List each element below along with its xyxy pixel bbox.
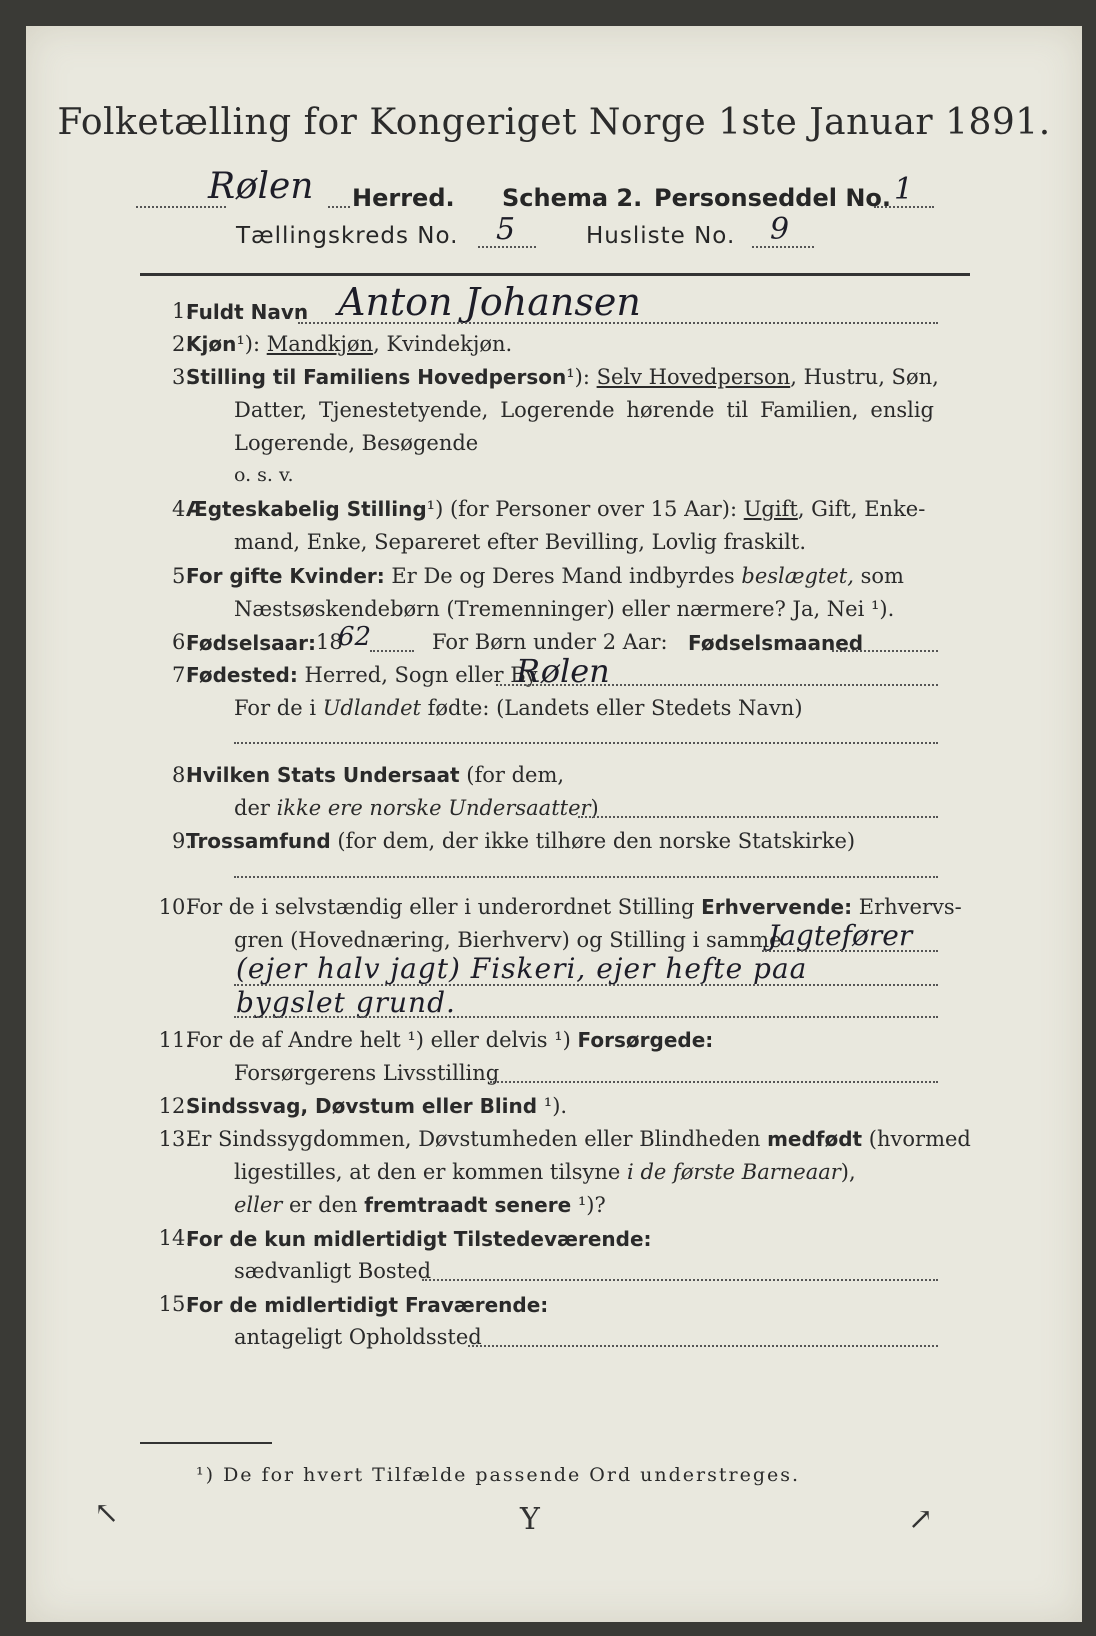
q3-line2: Datter, Tjenestetyende, Logerende hørende til Familien, enslig: [234, 398, 934, 422]
q10-value-line1: Jagtefører: [768, 919, 913, 952]
q3-sup: ¹):: [566, 365, 590, 389]
q13-line1: [186, 1127, 971, 1151]
q8-number: 8.: [171, 763, 192, 787]
q9-number: 9.: [171, 829, 192, 853]
q5-line1-end: som: [853, 564, 904, 588]
q10-dots-3: [234, 1016, 938, 1018]
q10-label: Erhvervende:: [701, 895, 853, 919]
q13-line3-a: er den: [282, 1193, 365, 1217]
q15-line2: antageligt Opholdssted: [234, 1325, 482, 1349]
q10-line1-b: Erhvervs-: [852, 895, 962, 919]
q10-value-line3: bygslet grund.: [236, 986, 456, 1019]
q5-line1-text: Er De og Deres Mand indbyrdes: [384, 564, 742, 588]
q7-line2-b: fødte: (Landets eller Stedets Navn): [420, 696, 803, 720]
footnote: ¹) De for hvert Tilfælde passende Ord understreges.: [196, 1464, 801, 1486]
q6-label: Fødselsaar:: [186, 631, 316, 655]
q5-line1-italic: beslægtet,: [741, 564, 854, 588]
census-form-sheet: [26, 26, 1082, 1622]
q4-line1: [186, 497, 925, 521]
q9-label: Trossamfund: [186, 829, 331, 853]
q7-birthplace-value: Rølen: [516, 652, 610, 690]
q14-label: For de kun midlertidigt Tilstedeværende:: [186, 1227, 652, 1251]
q8-line1: [186, 763, 564, 787]
q10-number: 10.: [158, 895, 192, 919]
q3-line4: o. s. v.: [234, 464, 294, 486]
husliste-label: Husliste No.: [586, 223, 736, 249]
q2-other-option: , Kvindekjøn.: [373, 332, 513, 356]
q6-label2: Fødselsmaaned: [688, 631, 864, 655]
q9-line: [186, 829, 855, 853]
q5-line1: [186, 564, 904, 588]
q12-sup: ¹).: [537, 1094, 568, 1118]
q4-paren: (for Personer over 15 Aar):: [443, 497, 744, 521]
q4-sup: ¹): [426, 497, 444, 521]
q7-dots: [496, 684, 938, 686]
q2-selected-option: Mandkjøn: [266, 332, 374, 356]
q13-line3-italic: eller: [234, 1193, 283, 1217]
q13-line2-a: ligestilles, at den er kommen tilsyne: [234, 1160, 628, 1184]
q3-line3: Logerende, Besøgende: [234, 431, 479, 455]
schema-label: Schema 2.: [502, 184, 643, 212]
q3-selected-option: Selv Hovedperson: [596, 365, 791, 389]
herred-value: Rølen: [208, 166, 314, 207]
q4-label: Ægteskabelig Stilling: [186, 497, 427, 521]
q7-label: Fødested:: [186, 663, 298, 687]
q3-line1-rest: , Hustru, Søn,: [790, 365, 939, 389]
q10-line1: [186, 895, 962, 919]
q14-dots: [422, 1279, 938, 1281]
q12-label: Sindssvag, Døvstum eller Blind: [186, 1094, 538, 1118]
q13-line1-b: (hvormed: [862, 1127, 971, 1151]
q13-number: 13.: [158, 1127, 192, 1151]
right-binding-mark: ↗: [908, 1502, 934, 1537]
q8-label-a: Hvilken Stats: [186, 763, 343, 787]
q7-options: Herred, Sogn eller By: [297, 663, 538, 687]
q8-line2-a: der: [234, 796, 277, 820]
q13-line2-b: ),: [840, 1160, 856, 1184]
q1-number: 1.: [171, 299, 192, 323]
q13-line3: [234, 1193, 606, 1217]
q4-line1-rest: , Gift, Enke-: [797, 497, 926, 521]
q13-line3-bold: fremtraadt senere: [364, 1193, 572, 1217]
q10-line1-a: For de i selvstændig eller i underordnet Stilling: [186, 895, 702, 919]
q8-dots: [578, 816, 938, 818]
q12-number: 12.: [158, 1094, 192, 1118]
q6-mid: For Børn under 2 Aar:: [432, 630, 668, 654]
q13-line3-b: ¹)?: [571, 1193, 606, 1217]
q6-year-prefix: 18: [316, 630, 343, 654]
q7-foreign-dots: [234, 742, 938, 744]
q13-line1-a: Er Sindssygdommen, Døvstumheden eller Blindheden: [186, 1127, 768, 1151]
q7-line2: [234, 696, 803, 720]
q2-label: Kjøn: [186, 332, 237, 356]
q1-label: Fuldt Navn: [186, 300, 309, 324]
q7-line2-italic: Udlandet: [322, 696, 421, 720]
q8-line1-rest: (for dem,: [459, 763, 565, 787]
q15-number: 15.: [158, 1292, 192, 1316]
q6-year-value: 62: [338, 622, 372, 652]
herred-dots-2: [328, 206, 350, 208]
q6-number: 6.: [171, 630, 192, 654]
q9-dots: [234, 876, 938, 878]
q11-number: 11.: [158, 1028, 192, 1052]
q1-dots: [298, 322, 938, 324]
q5-line2: Næstsøskendebørn (Tremenninger) eller nærmere? Ja, Nei ¹).: [234, 597, 895, 621]
herred-label: Herred.: [352, 184, 455, 212]
q7-number: 7.: [171, 663, 192, 687]
q7-line1: [186, 663, 538, 687]
q1-name-value: Anton Johansen: [338, 280, 641, 324]
q13-line2-italic: i de første Barneaar: [627, 1160, 841, 1184]
q11-line1: [186, 1028, 713, 1052]
q10-value-line2: (ejer halv jagt) Fiskeri, ejer hefte paa: [236, 952, 808, 985]
form-title: Folketælling for Kongeriget Norge 1ste Januar 1891.: [57, 102, 1051, 143]
q5-label: For gifte Kvinder:: [186, 564, 385, 588]
q6-month-dots: [832, 650, 938, 652]
q4-line2: mand, Enke, Separeret efter Bevilling, Lovlig fraskilt.: [234, 530, 807, 554]
kreds-label: Tællingskreds No.: [236, 223, 459, 249]
q14-number: 14.: [158, 1226, 192, 1250]
q8-line2-italic: ikke ere norske Undersaatter: [276, 796, 591, 820]
q11-line2: Forsørgerens Livsstilling: [234, 1061, 500, 1085]
q2-number: 2.: [171, 332, 192, 356]
q3-line1: [186, 365, 939, 389]
q11-dots: [490, 1081, 938, 1083]
q15-dots: [468, 1345, 938, 1347]
q6-dots: [370, 650, 414, 652]
q2-sup: ¹):: [236, 332, 261, 356]
footnote-rule: [140, 1442, 272, 1444]
q7-line2-a: For de i: [234, 696, 323, 720]
q13-line2: [234, 1160, 856, 1184]
q4-selected-option: Ugift: [743, 497, 798, 521]
personseddel-value: 1: [894, 172, 914, 207]
kreds-value: 5: [496, 212, 516, 247]
header-rule: [140, 273, 970, 276]
q9-rest: (for dem, der ikke tilhøre den norske Statskirke): [330, 829, 856, 853]
q3-label: Stilling til Familiens Hovedperson: [186, 365, 567, 389]
q2-line: [186, 332, 512, 356]
q3-number: 3.: [171, 365, 192, 389]
q11-line1-a: For de af Andre helt ¹) eller delvis ¹): [186, 1028, 578, 1052]
q15-label: For de midlertidigt Fraværende:: [186, 1293, 549, 1317]
q14-line2: sædvanligt Bosted: [234, 1259, 432, 1283]
q13-line1-bold: medfødt: [767, 1127, 863, 1151]
husliste-value: 9: [770, 212, 790, 247]
center-binding-mark: Y: [520, 1502, 540, 1537]
q8-label-b: Undersaat: [342, 763, 460, 787]
q12-line: [186, 1094, 567, 1118]
personseddel-label: Personseddel No.: [654, 184, 892, 212]
q11-label: Forsørgede:: [577, 1028, 714, 1052]
q10-line2: gren (Hovednæring, Bierhverv) og Stilling i samme: [234, 928, 782, 952]
q4-number: 4.: [171, 497, 192, 521]
left-binding-mark: ↖: [94, 1496, 120, 1531]
q8-line2: [234, 796, 599, 820]
q5-number: 5.: [171, 564, 192, 588]
q8-line2-b: ): [590, 796, 599, 820]
